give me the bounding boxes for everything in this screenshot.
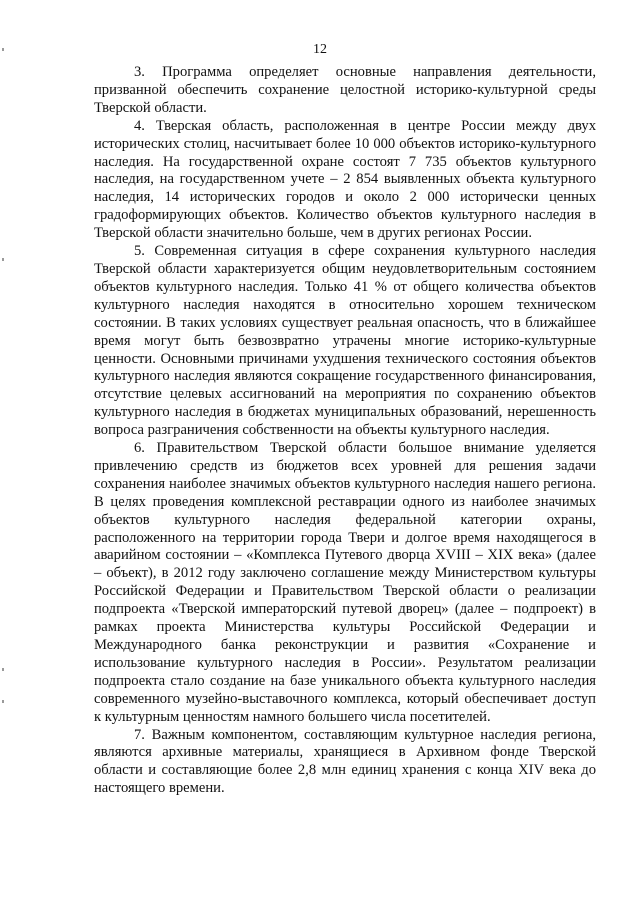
paragraph-6: 6. Правительством Тверской области большое внимание уделяется привлечению средств из бюджетов всех уровней для решения задачи сохранения наиболее значимых объектов культурного наследия нашего региона. В целях проведения комплексной реставрации одного из наиболее значимых объектов культурного наследия федеральной категории охраны, расположенного на территории города Твери и долгое время находящегося в аварийном состоянии – «Комплекса Путевого дворца XVIII – XIX века» (далее – объект), в 2012 году заключено соглашение между Министерством культуры Российской Федерации и Правительством Тверской области о реализации подпроекта «Тверской императорский путевой дворец» (далее – подпроект) в рамках проекта Министерства культуры Российской Федерации и Международного банка реконструкции и развития «Сохранение и использование культурного наследия в России». Результатом реализации подпроекта стало создание на базе уникального объекта культурного наследия современного музейно-выставочного комплекса, который обеспечивает доступ к культурным ценностям намного большего числа посетителей. xyxy=(94,440,596,725)
paragraph-4: 4. Тверская область, расположенная в центре России между двух исторических столиц, насчитывает более 10 000 объектов историко-культурного наследия. На государственной охране состоят 7 735 объектов культурного наследия, на государственном учете – 2 854 выявленных объекта культурного наследия, 14 исторических городов и около 2 000 исторически ценных градоформирующих объектов. Количество объектов культурного наследия в Тверской области значительно больше, чем в других регионах России. xyxy=(94,117,596,242)
paragraph-7: 7. Важным компонентом, составляющим культурное наследия региона, являются архивные материалы, хранящиеся в Архивном фонде Тверской области и составляющие более 2,8 млн единиц хранения с конца XIV века до настоящего времени. xyxy=(94,726,596,797)
body-text xyxy=(94,64,596,798)
paragraph-5: 5. Современная ситуация в сфере сохранения культурного наследия Тверской области характеризуется общим неудовлетворительным состоянием объектов культурного наследия. Только 41 % от общего количества объектов культурного наследия находятся в относительно хорошем техническом состоянии. В таких условиях существует реальная опасность, что в ближайшее время могут быть безвозвратно утрачены многие историко-культурные ценности. Основными причинами ухудшения технического состояния объектов культурного наследия являются сокращение государственного финансирования, отсутствие целевых ассигнований на мероприятия по сохранению объектов культурного наследия в бюджетах муниципальных образований, нерешенность вопроса разграничения собственности на объекты культурного наследия. xyxy=(94,243,596,439)
paragraph-3: 3. Программа определяет основные направления деятельности, призванной обеспечить сохранение целостной историко-культурной среды Тверской области. xyxy=(94,64,596,116)
page-number: 12 xyxy=(313,42,327,57)
scan-margin-mark xyxy=(2,668,4,671)
scan-margin-mark xyxy=(2,258,4,261)
scan-margin-mark xyxy=(2,700,4,703)
